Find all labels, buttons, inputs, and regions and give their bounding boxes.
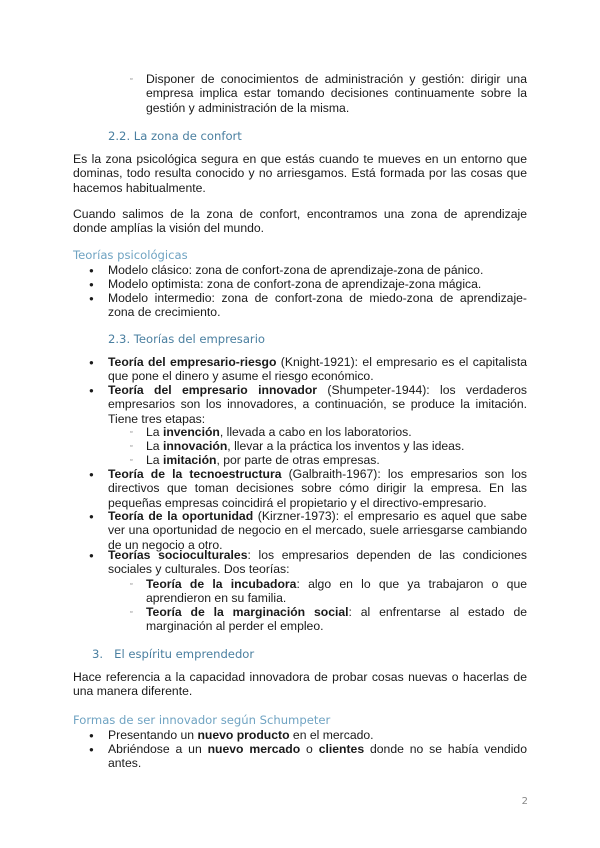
theory-text: (Kirzner-1973): el empresario es aquel que sabe ver una oportunidad de negocio en el mercado, suele arriesgarse cambiando de un negocio a otro. — [108, 509, 527, 552]
paragraph: Es la zona psicológica segura en que estás cuando te mueves en un entorno que dominas, todo resulta conocido y no arriesgamos. Está formada por las cosas que hacemos habitualmente. — [73, 152, 527, 195]
list-item: Modelo intermedio: zona de confort-zona de miedo-zona de aprendizaje-zona de crecimiento. — [108, 291, 527, 320]
theory-title: Teorías socioculturales — [108, 548, 248, 562]
theory-title: Teoría del empresario innovador — [108, 383, 318, 397]
bullet-icon: ● — [89, 551, 94, 560]
bullet-icon: ● — [89, 280, 94, 289]
list-item — [108, 467, 527, 510]
square-bullet-icon: ▫ — [130, 76, 133, 83]
list-item: Modelo clásico: zona de confort-zona de aprendizaje-zona de pánico. — [108, 263, 484, 277]
list-item — [108, 383, 527, 426]
page-number: 2 — [521, 796, 528, 807]
section-heading: 3. El espíritu emprendedor — [92, 647, 255, 661]
sub-list-item: La innovación, llevar a la práctica los inventos y las ideas. — [146, 439, 465, 453]
theory-title: Teoría de la oportunidad — [108, 509, 254, 523]
bullet-icon: ● — [89, 358, 94, 367]
list-item-text: Disponer de conocimientos de administración y gestión: dirigir una empresa implica estar tomando decisiones continuamente sobre la gestión y administración de la misma. — [146, 72, 527, 115]
list-item: Presentando un nuevo producto en el mercado. — [108, 728, 374, 742]
list-item — [108, 509, 527, 552]
bullet-icon: ● — [89, 731, 94, 740]
subsection-heading: Teorías psicológicas — [73, 248, 188, 262]
bullet-icon: ● — [89, 745, 94, 754]
sub-list-item: La imitación, por parte de otras empresas. — [146, 453, 380, 467]
subsection-heading: Formas de ser innovador según Schumpeter — [73, 713, 331, 727]
square-bullet-icon: ▫ — [130, 443, 133, 450]
square-bullet-icon: ▫ — [130, 429, 133, 436]
theory-text: (Galbraith-1967): los empresarios son los directivos que toman decisiones sobre cómo dirigir la empresa. En las pequeñas empresas coincidirá el propietario y el directivo-empresario. — [108, 467, 527, 510]
theory-title: Teoría del empresario-riesgo — [108, 355, 277, 369]
theory-text: (Shumpeter-1944): los verdaderos empresarios son los innovadores, a continuación, se produce la imitación. Tiene tres etapas: — [108, 383, 527, 426]
bullet-icon: ● — [89, 266, 94, 275]
bullet-icon: ● — [89, 512, 94, 521]
list-item — [146, 72, 527, 115]
list-item: Modelo optimista: zona de confort-zona de aprendizaje-zona mágica. — [108, 277, 482, 291]
theory-title: Teoría de la tecnoestructura — [108, 467, 282, 481]
sub-list-item: Teoría de la marginación social: al enfrentarse al estado de marginación al perder el empleo. — [146, 605, 527, 634]
paragraph: Cuando salimos de la zona de confort, encontramos una zona de aprendizaje donde amplías la visión del mundo. — [73, 207, 527, 236]
square-bullet-icon: ▫ — [130, 457, 133, 464]
square-bullet-icon: ▫ — [130, 581, 133, 588]
bullet-icon: ● — [89, 386, 94, 395]
theory-text: (Knight-1921): el empresario es el capitalista que pone el dinero y asume el riesgo económico. — [108, 355, 527, 384]
square-bullet-icon: ▫ — [130, 609, 133, 616]
sub-list-item: Teoría de la incubadora: algo en lo que ya trabajaron o que aprendieron en su familia. — [146, 577, 527, 606]
list-item — [108, 355, 527, 384]
list-item: Abriéndose a un nuevo mercado o clientes donde no se había vendido antes. — [108, 742, 527, 771]
sub-list-item: La invención, llevada a cabo en los laboratorios. — [146, 425, 412, 439]
bullet-icon: ● — [89, 470, 94, 479]
theory-text: : los empresarios dependen de las condiciones sociales y culturales. Dos teorías: — [108, 548, 527, 577]
section-heading: 2.3. Teorías del empresario — [108, 332, 266, 346]
paragraph: Hace referencia a la capacidad innovadora de probar cosas nuevas o hacerlas de una manera diferente. — [73, 670, 527, 699]
section-heading: 2.2. La zona de confort — [108, 129, 242, 143]
list-item — [108, 548, 527, 577]
bullet-icon: ● — [89, 294, 94, 303]
